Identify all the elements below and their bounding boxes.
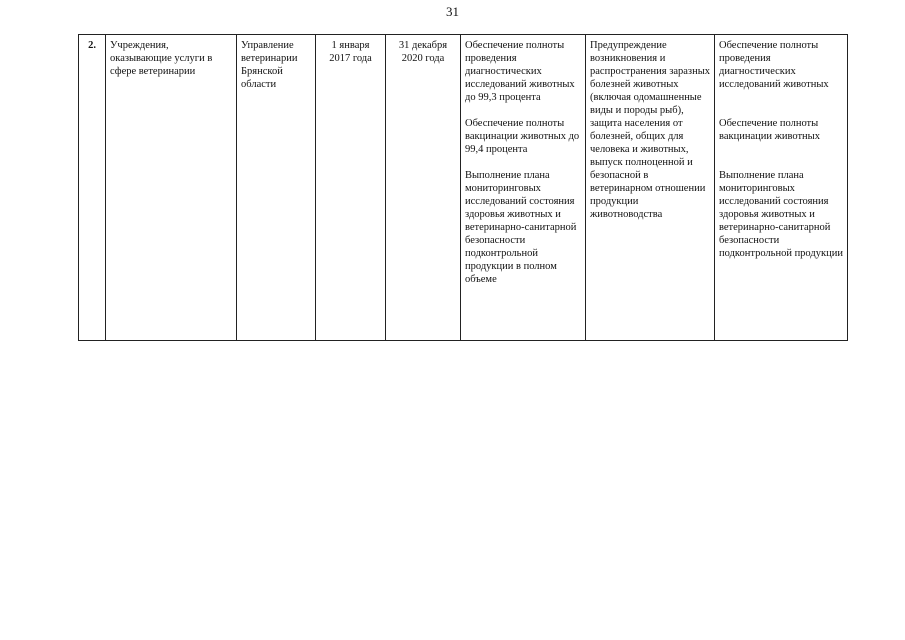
indicator-item: Обеспечение полноты проведения диагностических исследований животных (719, 40, 829, 90)
direct-result-item: Обеспечение полноты проведения диагностических исследований животных до 99,3 процента (465, 40, 575, 103)
direct-result-item: Обеспечение полноты вакцинации животных до 99,4 процента (465, 118, 580, 155)
institution-text: Учреждения, оказывающие услуги в сфере ветеринарии (110, 40, 213, 77)
direct-results-cell (461, 35, 586, 341)
consequences-text: Предупреждение возникновения и распространения заразных болезней животных (включая одомашненные виды и породы рыб), защита населения от болезней, общих для человека и животных, выпуск полноценной и безопасной в ветеринарном отношении продукции животноводства (590, 40, 711, 220)
row-number-cell (79, 35, 106, 341)
end-date-cell (386, 35, 461, 341)
start-date-cell (316, 35, 386, 341)
executor-cell (237, 35, 316, 341)
start-date-text: 1 января 2017 года (329, 40, 372, 64)
end-date-text: 31 декабря 2020 года (398, 40, 448, 64)
direct-result-item: Выполнение плана мониторинговых исследований состояния здоровья животных и ветеринарно-санитарной безопасности подконтрольной продукции в полном объеме (465, 170, 577, 285)
row-number: 2. (88, 40, 96, 51)
institution-cell (106, 35, 237, 341)
consequences-cell (586, 35, 715, 341)
indicator-item: Выполнение плана мониторинговых исследований состояния здоровья животных и ветеринарно-санитарной безопасности подконтрольной продукции (719, 170, 843, 259)
indicator-item: Обеспечение полноты вакцинации животных (719, 118, 820, 142)
indicators-cell (715, 35, 848, 341)
table-row (79, 35, 848, 341)
page-number: 31 (446, 4, 459, 19)
executor-text: Управление ветеринарии Брянской области (241, 40, 298, 90)
program-table (78, 34, 848, 341)
